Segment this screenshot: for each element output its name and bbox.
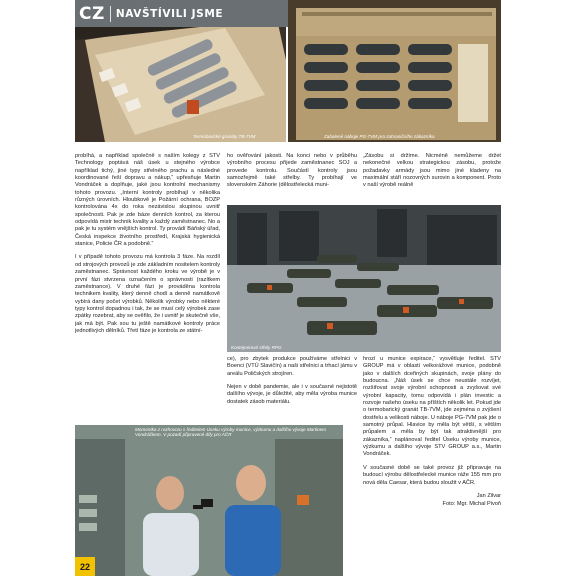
photo2-caption: Zabalené náboje PG-7VM pro zahraničního zákazníka	[324, 134, 435, 139]
section-header	[75, 0, 290, 27]
paragraph: hrozí u munice expirace,“ vysvětluje ředitel. STV GROUP má v oblasti velkorážové munice, podobně jako v dalších dceřiných skupinách, svoje plány do budoucna. „Náš úsek se chce neustále rozvíjet, rozšiřovat svoje výrobní schopnosti a zvyšovat své výrobní kapacity, tomu odpovídá i plán investic a rozvoje našeho úseku na příštích několik let. Pokud jde o termobarický granát TB-7VM, jde zejména o zvýšení dostřelu a velikosti náboje. U náboje PG-7VM pak jde o samotný průpal. Hlavice by měla být větší, s větším průpalem a měla by být tak atraktivnější pro zákazníka,“ naplánoval ředitel Úseku výroby munice, výzkumu a dalšího vývoje STV GROUP a.s., Martin Vondráček.	[363, 356, 501, 458]
text-column-2-top	[227, 153, 357, 190]
paragraph: Nejen v době pandemie, ale i v současné nejistotě dalšího vývoje, je důležité, aby měla výroba munice dostatek zásob materiálu.	[227, 384, 357, 405]
section-code: CZ	[79, 3, 105, 24]
paragraph: ho ověřování jakosti. Na konci nebo v průběhu výrobního procesu přijede zaměstnanec SOJ a provede kontrolu. Součástí kontroly jsou samozřejmě také střelby. Ty probíhají ve slovenském Záhorie (dělostřelecká muni-	[227, 153, 357, 189]
section-title: NAVŠTÍVILI JSME	[115, 7, 224, 20]
photo-shell-crates-image	[288, 0, 501, 142]
page-number: 22	[75, 557, 95, 576]
text-column-3-top	[363, 153, 501, 190]
photo4-caption: Momentka z rozhovoru s ředitelem Úseku výroby munice, výzkumu a dalšího vývoje Martinem Vondráčkem. V pozadí připravené díly pro AČR	[135, 427, 326, 438]
photo-interview-image	[75, 425, 343, 576]
photo-shell-crates	[288, 0, 501, 142]
text-column-3-bottom	[363, 356, 501, 509]
photo3-caption: Kontejnerové střely RPG	[231, 345, 282, 350]
paragraph: ce), pro zbytek produkce používáme střelnici v Boenci (VTÚ Slavičín) a naši střelnici a trhací jámu v areálu Poličských strojíren.	[227, 356, 357, 377]
photo1-caption: Termobarické granáty TB-7VM	[193, 134, 256, 139]
text-column-2-bottom	[227, 356, 357, 406]
photo-warehouse-image	[227, 205, 501, 352]
paragraph: probíhá, a například společně s naším kolegy z STV Technology poptává náš úsek u stejného výrobce například tichý, jiné typy střelného prachu a následné koordinované řeší dopravu a nákup,“ upřesňuje Martin Vondráček a doplňuje, jaké jsou kontrolní mechanismy tohoto provozu. „Interní kontroly probíhají v několika různých úrovních. Hloubkově je Požární ochrana, BOZP kontrolována 4x do roka nezávislou skupinou uvnitř společnosti. Pak je zde báze denních kontrol, za kterou odpovídá mistr technik kvality a každý zaměstnanec. No a pak je tu systém vnějších kontrol. Ty provádí Báňský úřad, Česká inspekce životního prostředí, Krajská hygienická stanice, Policie ČR a podobně.“	[75, 153, 220, 248]
paragraph: I v případě tohoto provozu má kontrola 3 fáze. Na rozdíl od strojových provozů je zde základním nositelem kontroly zaměstnanec. Správnost každého kroku ve výrobě je v první fázi stvrzena označením o správnosti (razítkem zaměstnance). V druhé fázi je prováděna kontrola technikem kvality, který denně chodí a denně namátkově vybírá dany počet výrobků. Několik výrobky nebo některé typy kontrol dopadnou i tak, že se musí celý výrobek zase zpátky rozebrat, aby se ověřilo, že i uvnitř je skutečně vše, jak má být. Pak sou tu ještě namátkové kontroly práce jednotlivých dělníků. Třetí fáze je kontrola ze státní-	[75, 254, 220, 334]
header-divider	[110, 6, 111, 22]
author-name: Jan Zilvar	[476, 492, 501, 499]
text-column-1	[75, 153, 220, 335]
photo-warehouse-containers	[227, 205, 501, 352]
paragraph: V současné době se také provoz již připravuje na budoucí výrobu dělostřelecké munice ráže 155 mm pro nová děla Caesar, která budou sloužit v AČR.	[363, 464, 501, 486]
paragraph: „Zásobu si držíme. Nicméně nemůžeme držet nekonečné velkou strategickou zásobu, protože požadavky armády jsou mimo jiné kladeny na maximální stáří nozovných surovin a komponent. Proto v naší výrobě reálně	[363, 153, 501, 189]
photo-interview	[75, 425, 343, 576]
photo-credit: Foto: Mgr. Michal Pivoň	[442, 501, 501, 508]
magazine-page	[75, 0, 501, 576]
